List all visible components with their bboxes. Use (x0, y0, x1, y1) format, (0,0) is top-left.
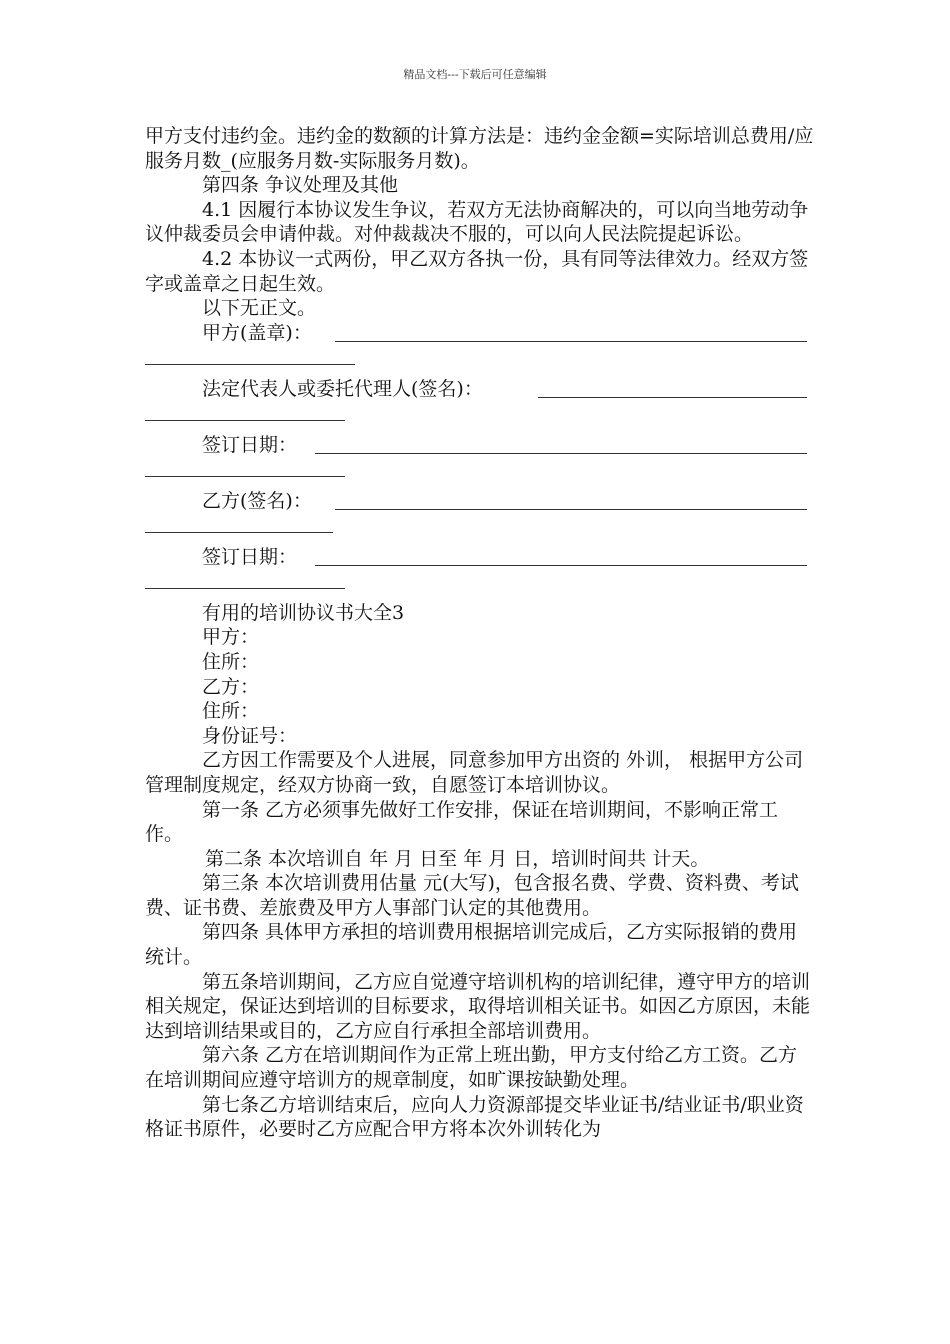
signature-underline (145, 532, 333, 533)
section-heading: 第四条 争议处理及其他 (202, 174, 399, 197)
article: 第三条 本次培训费用估量 元(大写)，包含报名费、学费、资料费、考试费、证书费、差旅费及甲方人事部门认定的其他费用。 (145, 872, 799, 919)
paragraph: 以下无正文。 (202, 297, 317, 320)
signature-line-representative (145, 377, 815, 433)
signature-line-party-b (145, 489, 815, 545)
signature-underline (315, 565, 807, 566)
signature-label: 法定代表人或委托代理人(签名)： (202, 377, 483, 400)
field-id-number: 身份证号： (202, 724, 298, 747)
page-header: 精品文档---下载后可任意编辑 (403, 68, 547, 81)
field-party-b: 乙方： (202, 675, 260, 698)
signature-line-party-a (145, 321, 815, 377)
paragraph: 4.1 因履行本协议发生争议，若双方无法协商解决的，可以向当地劳动争议仲裁委员会申请仲裁。对仲裁裁决不服的，可以向人民法院提起诉讼。 (145, 198, 809, 246)
paragraph: 乙方因工作需要及个人进展，同意参加甲方出资的 外训， 根据甲方公司管理制度规定，经双方协商一致，自愿签订本培训协议。 (145, 749, 804, 796)
section-title: 有用的培训协议书大全3 (202, 601, 405, 624)
article: 第一条 乙方必须事先做好工作安排，保证在培训期间，不影响正常工作。 (145, 798, 779, 846)
signature-underline (145, 364, 355, 365)
document-body (145, 124, 815, 1142)
signature-underline (335, 509, 807, 510)
article: 第六条 乙方在培训期间作为正常上班出勤，甲方支付给乙方工资。乙方在培训期间应遵守培训方的规章制度，如旷课按缺勤处理。 (145, 1044, 798, 1092)
signature-line-date (145, 433, 815, 489)
field-address: 住所： (202, 700, 260, 723)
paragraph: 4.2 本协议一式两份，甲乙双方各执一份，具有同等法律效力。经双方签字或盖章之日起生效。 (145, 247, 809, 295)
paragraph: 甲方支付违约金。违约金的数额的计算方法是：违约金金额=实际培训总费用/应服务月数_(应服务月数-实际服务月数)。 (145, 125, 814, 172)
signature-label: 乙方(签名)： (202, 489, 312, 512)
signature-label: 签订日期： (202, 545, 298, 568)
signature-underline (315, 453, 807, 454)
signature-label: 甲方(盖章)： (202, 321, 312, 344)
field-party-a: 甲方： (202, 626, 260, 649)
signature-underline (145, 476, 345, 477)
signature-underline (335, 341, 807, 342)
article: 第七条乙方培训结束后，应向人力资源部提交毕业证书/结业证书/职业资格证书原件，必要时乙方应配合甲方将本次外训转化为 (145, 1093, 804, 1141)
field-address: 住所： (202, 650, 260, 673)
article: 第五条培训期间，乙方应自觉遵守培训机构的培训纪律，遵守甲方的培训相关规定，保证达到培训的目标要求，取得培训相关证书。如因乙方原因，未能达到培训结果或目的，乙方应自行承担全部培训费用。 (145, 970, 811, 1042)
signature-line-date (145, 545, 815, 601)
article: 第四条 具体甲方承担的培训费用根据培训完成后，乙方实际报销的费用统计。 (145, 921, 798, 969)
signature-underline (145, 420, 345, 421)
article: 第二条 本次培训自 年 月 日至 年 月 日，培训时间共 计天。 (205, 847, 710, 870)
signature-underline (538, 397, 807, 398)
signature-label: 签订日期： (202, 433, 298, 456)
signature-underline (145, 588, 345, 589)
